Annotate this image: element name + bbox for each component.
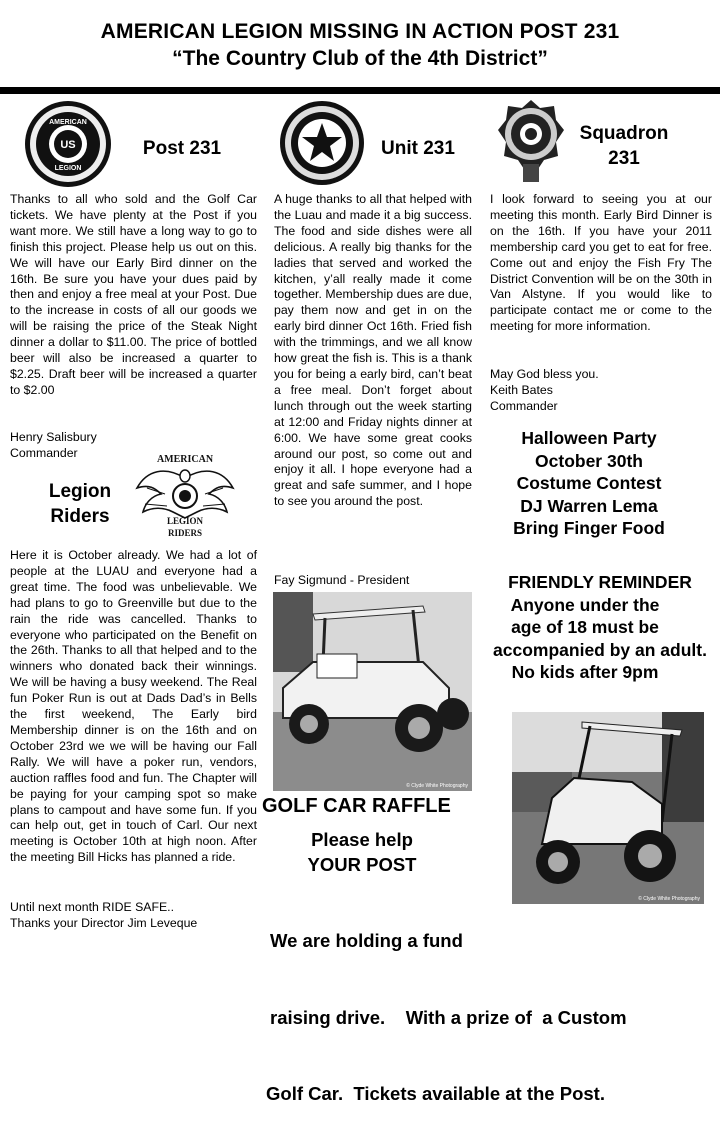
riders-closing <box>10 900 257 932</box>
post-article: Thanks to all who sold and the Golf Car tickets. We have plenty at the Post if you want more. We still have a long way to go to finish this project. Please help us out on this. We will have our Early Bird dinner on the 16th. Be sure you have your dues paid by then and enjoy a free meal at your Post. Due to the increase in costs of all our goods we will be raising the price of the Steak Night dinner a dollar to $11.00. The price of bottled beer will also be increased a quarter to $2.25. Draft beer will be increased a quarter to $2.00 <box>10 192 257 397</box>
squadron-heading-line2: 231 <box>608 148 640 169</box>
legion-riders-eagle-icon <box>135 448 235 540</box>
halloween-announcement <box>494 427 684 540</box>
unit-heading: Unit 231 <box>381 138 455 159</box>
halloween-line: DJ Warren Lema <box>520 495 658 516</box>
squadron-signature-title: Commander <box>490 398 558 413</box>
svg-text:LEGION: LEGION <box>166 516 204 526</box>
photo-credit: © Clyde White Photography <box>406 783 468 789</box>
american-legion-emblem-icon <box>24 100 112 188</box>
squadron-signature-name: Keith Bates <box>490 382 553 397</box>
reminder-line: age of 18 must be <box>511 617 659 637</box>
newsletter-subtitle: “The Country Club of the 4th District” <box>172 47 548 70</box>
golf-car-photo-icon <box>273 592 472 791</box>
riders-closing-line1: Until next month RIDE SAFE.. <box>10 900 175 914</box>
raffle-title: GOLF CAR RAFFLE <box>262 795 451 817</box>
squadron-heading <box>574 121 674 171</box>
newsletter-title: AMERICAN LEGION MISSING IN ACTION POST 231 <box>100 20 620 43</box>
golf-car-photo <box>273 592 472 791</box>
riders-closing-line2: Thanks your Director Jim Leveque <box>10 915 198 930</box>
halloween-line: October 30th <box>535 450 643 471</box>
golf-car-photo <box>512 712 704 904</box>
squadron-blessing: May God bless you. <box>490 367 599 381</box>
svg-text:LEGION: LEGION <box>54 165 82 172</box>
unit-signature: Fay Sigmund - President <box>274 573 410 587</box>
post-heading: Post 231 <box>142 138 222 159</box>
reminder-title: FRIENDLY REMINDER <box>508 572 692 592</box>
header-divider <box>0 87 720 94</box>
reminder-line: No kids after 9pm <box>511 662 659 682</box>
halloween-line: Halloween Party <box>521 428 657 448</box>
halloween-line: Bring Finger Food <box>513 518 665 538</box>
reminder-line: accompanied by an adult. <box>493 639 707 660</box>
svg-text:RIDERS: RIDERS <box>167 528 203 538</box>
svg-text:AMERICAN: AMERICAN <box>49 119 87 126</box>
raffle-please-help <box>272 827 452 877</box>
raffle-details <box>266 877 720 1132</box>
golf-car-photo-icon <box>512 712 704 904</box>
riders-heading-line2: Riders <box>50 506 110 527</box>
unit-article: A huge thanks to all that helped with the Luau and made it a big success. The food and side dishes were all delicious. A really big thanks for the ladies that served and worked the kitchen, y’all really made it come together. Membership dues are due, pay them now and get in on the early bird dinner Oct 16th. Fried fish with the trimmings, and we all know how great the fish is. This is a thank you for being a early bird, can’t beat a free meal. Don’t forget about lunch through out the week starting at 12:00 and Friday nights dinner at 6:00. We have some great cooks around our post, so come out and enjoy it all. I hope everyone had a great and safe summer, and I hope to see you around the post. <box>274 192 472 509</box>
post-signature-name: Henry Salisbury <box>10 430 97 444</box>
riders-heading <box>30 479 130 529</box>
svg-text:AMERICAN: AMERICAN <box>156 454 214 465</box>
halloween-line: Costume Contest <box>516 473 662 493</box>
raffle-line: Golf Car. Tickets available at the Post. <box>266 1083 605 1104</box>
auxiliary-star-emblem-icon <box>279 100 365 186</box>
svg-text:US: US <box>60 139 76 151</box>
raffle-line: Please help <box>311 829 413 850</box>
squadron-signature <box>490 367 712 415</box>
reminder-line: Anyone under the <box>510 594 660 615</box>
friendly-reminder <box>484 571 716 684</box>
raffle-line: raising drive. With a prize of a Custom <box>270 1006 627 1028</box>
raffle-line: YOUR POST <box>307 854 417 875</box>
post-signature-title: Commander <box>10 445 78 460</box>
squadron-heading-line1: Squadron <box>579 123 669 144</box>
sons-of-legion-emblem-icon <box>496 98 566 184</box>
squadron-article: I look forward to seeing you at our meeting this month. Early Bird Dinner is on the 16th. If you have your 2011 membership card you get to eat for free. Come out and enjoy the Fish Fry The District Convention will be on the 30th in Van Alstyne. If you would like to participate contact me or come to the meeting for more information. <box>490 192 712 334</box>
riders-heading-line1: Legion <box>48 481 112 502</box>
riders-article: Here it is October already. We had a lot of people at the LUAU and everyone had a great time. The food was unbelievable. We had plans to go to Greenville but due to the rain the ride was cancelled. Thanks to everyone who participated on the Benefit on the 26th. Thanks to all that helped and to the winners who donated back their winnings. We will be having a busy weekend. The Real fun Poker Run is out at Dads Dad’s in Bells the first weekend, The Early bird Membership dinner is on the 16th and on October 23rd we we will be having our Fall Rally. We will have a poker run, vendors, auction raffles food and fun. The Chapter will be paying for your camping spot so make plans to campout and have some fun. If you can help out, get in touch of Carl. Our next meeting is October 10th at high noon. After the meeting Bill Hicks has planned a ride. <box>10 548 257 865</box>
raffle-line: We are holding a fund <box>270 930 463 951</box>
photo-credit: © Clyde White Photography <box>638 896 700 902</box>
